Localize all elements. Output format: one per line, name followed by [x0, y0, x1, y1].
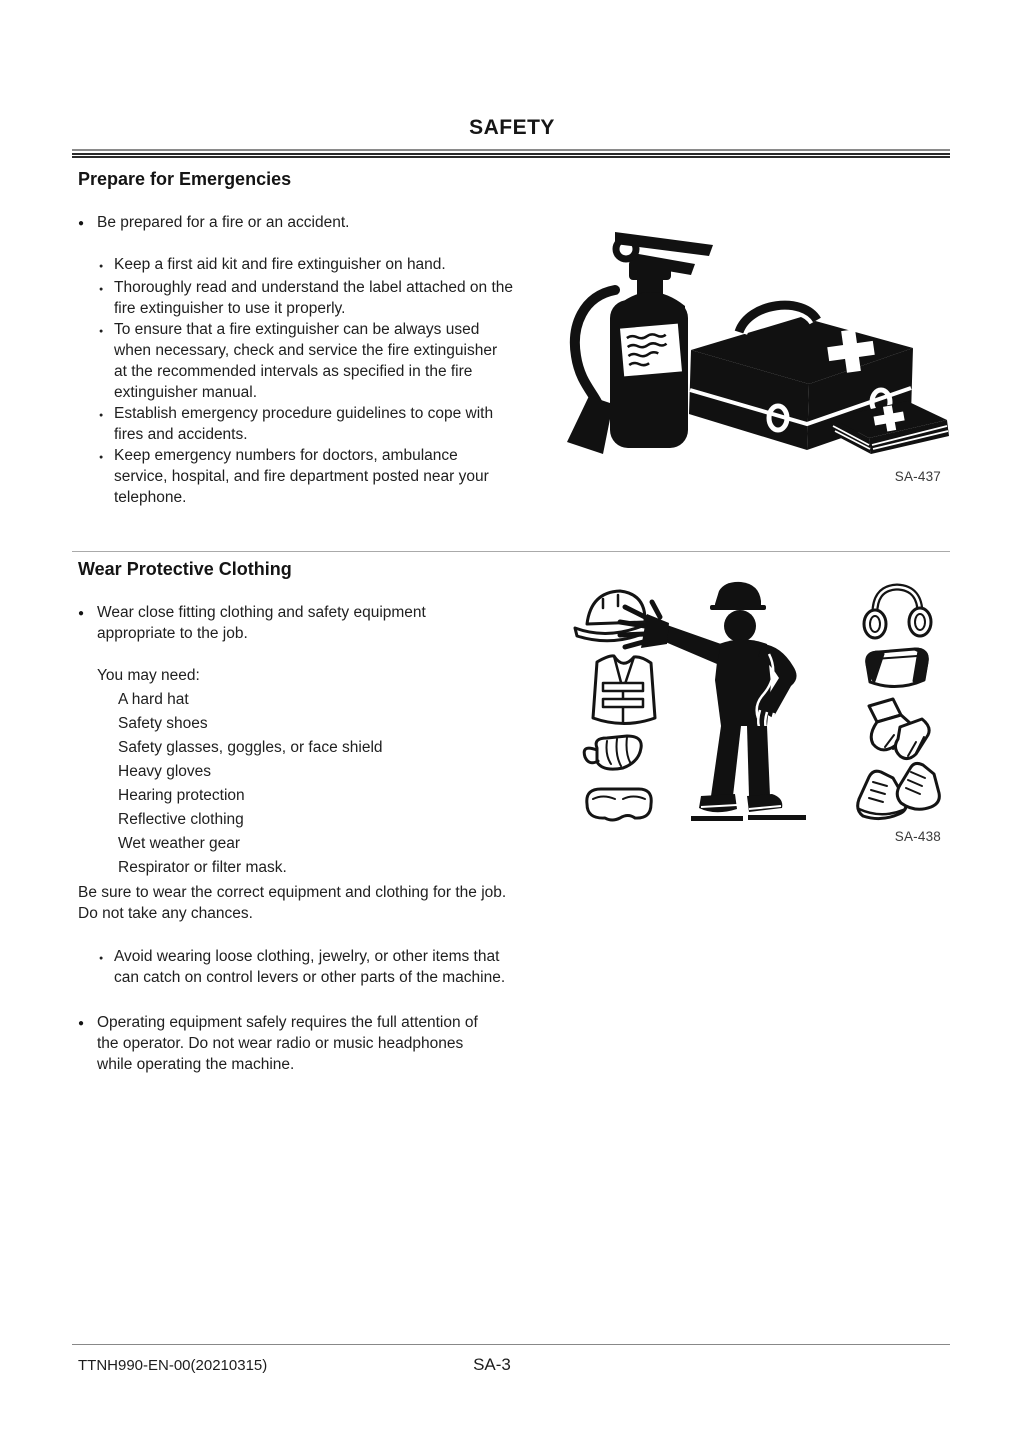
- header-double-rule: [72, 149, 950, 158]
- list-item: [99, 403, 560, 445]
- sub-bullet-marker: ●: [99, 454, 104, 461]
- fire-safety-illustration: [563, 220, 955, 466]
- list-item: [99, 946, 560, 988]
- protective-clothing-illustration: [563, 578, 955, 828]
- list-item: Wet weather gear: [118, 835, 241, 852]
- list-item: Reflective clothing: [118, 811, 244, 828]
- sub-bullet-list: [99, 254, 560, 508]
- sub-bullet-marker: ●: [99, 263, 104, 270]
- lead-bullet: [78, 212, 560, 234]
- section-divider: [72, 551, 950, 552]
- page-title: SAFETY: [469, 116, 555, 139]
- list-item: Safety glasses, goggles, or face shield: [118, 739, 383, 756]
- need-intro: You may need:: [97, 667, 200, 684]
- figure-caption: SA-437: [894, 469, 941, 484]
- bullet-marker: ●: [78, 1018, 85, 1029]
- safety-vest-icon: [593, 656, 655, 724]
- list-item: A hard hat: [118, 691, 189, 708]
- sub-bullet-text: Establish emergency procedure guidelines to cope with fires and accidents.: [114, 405, 494, 443]
- face-shield-icon: [867, 649, 928, 687]
- safety-boots-icon: [858, 763, 940, 818]
- footer-page-number: SA-3: [473, 1355, 511, 1374]
- footer-document-code: TTNH990-EN-00(20210315): [78, 1357, 268, 1374]
- equipment-list: [118, 688, 560, 880]
- section-prepare-for-emergencies: [78, 168, 560, 508]
- sub-bullet-marker: ●: [99, 328, 104, 335]
- list-item: [99, 319, 560, 403]
- footer-rule: [72, 1344, 950, 1345]
- list-item: Respirator or filter mask.: [118, 859, 287, 876]
- goggles-icon: [587, 789, 651, 820]
- respirator-icon: [584, 736, 641, 769]
- section-heading: Prepare for Emergencies: [78, 169, 292, 189]
- list-item: Heavy gloves: [118, 763, 212, 780]
- bullet-marker: ●: [78, 608, 85, 619]
- bullet-text: Operating equipment safely requires the full attention of the operator. Do not wear radio or music headphones while operating the machine.: [97, 1014, 478, 1073]
- sub-bullet-marker: ●: [99, 286, 104, 293]
- bullet-text: Be prepared for a fire or an accident.: [97, 214, 350, 231]
- sub-bullet-text: Keep a first aid kit and fire extinguisher on hand.: [114, 256, 446, 273]
- figure-protective-equipment: [563, 578, 955, 846]
- list-item: [99, 277, 560, 319]
- sub-bullet-text: Avoid wearing loose clothing, jewelry, or other items that can catch on control levers or other parts of the machine.: [114, 948, 506, 986]
- sub-bullet-marker: ●: [99, 955, 104, 962]
- list-item: [99, 254, 560, 277]
- section-wear-protective-clothing: [78, 558, 560, 1075]
- gloves-icon: [869, 699, 929, 759]
- sub-bullet-marker: ●: [99, 412, 104, 419]
- sub-bullet-text: Keep emergency numbers for doctors, ambulance service, hospital, and fire department posted near your telephone.: [114, 447, 489, 506]
- bullet-marker: ●: [78, 218, 85, 229]
- list-item: [99, 445, 560, 508]
- lead-bullet: [78, 602, 560, 644]
- section-heading: Wear Protective Clothing: [78, 559, 292, 579]
- note-paragraph: Be sure to wear the correct equipment and clothing for the job. Do not take any chances.: [78, 884, 507, 922]
- list-item: Hearing protection: [118, 787, 245, 804]
- ear-muffs-icon: [864, 587, 931, 638]
- bullet-text: Wear close fitting clothing and safety equipment appropriate to the job.: [97, 604, 426, 642]
- sub-bullet-list: [99, 946, 560, 988]
- sub-bullet-text: To ensure that a fire extinguisher can be always used when necessary, check and service the fire extinguisher at the recommended intervals as specified in the fire extinguisher manual.: [114, 321, 498, 401]
- fire-extinguisher-icon: [567, 232, 713, 454]
- figure-fire-extinguisher-first-aid: [563, 220, 955, 486]
- figure-caption: SA-438: [894, 829, 941, 844]
- list-item: Safety shoes: [118, 715, 208, 732]
- second-bullet: [78, 1012, 560, 1075]
- sub-bullet-text: Thoroughly read and understand the label attached on the fire extinguisher to use it properly.: [114, 279, 513, 317]
